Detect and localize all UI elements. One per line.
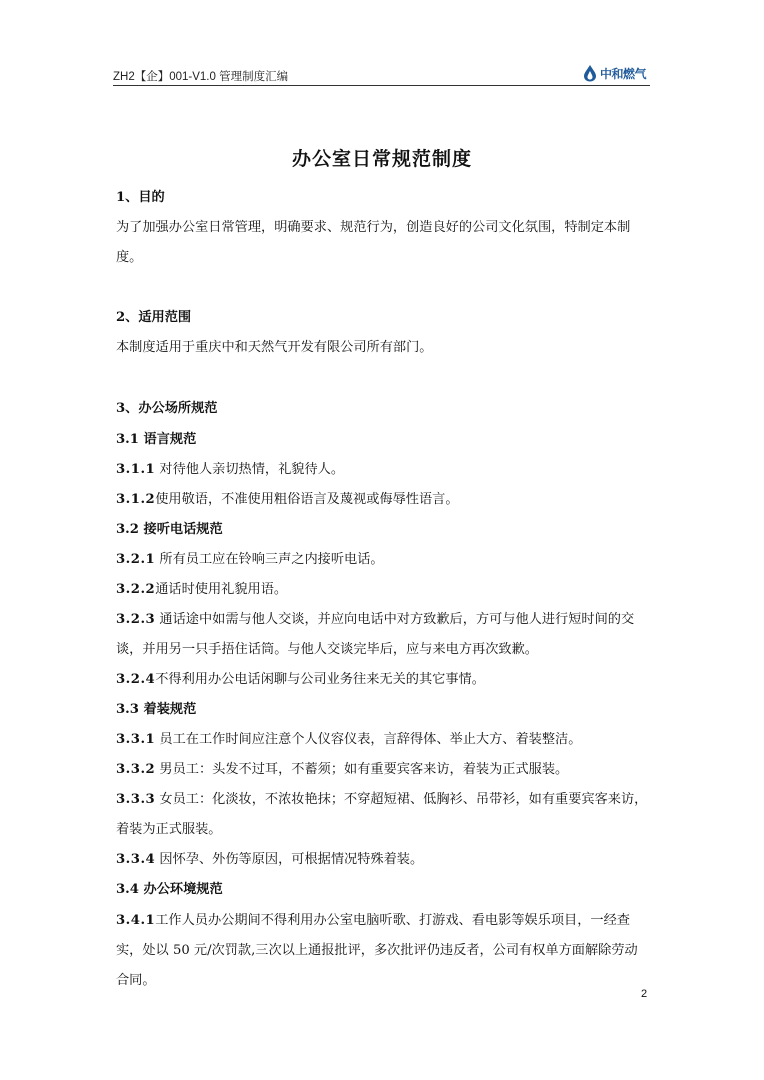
clause-number: 3.3.2: [116, 762, 156, 777]
clause-3-2-1: [116, 548, 384, 567]
clause-number: 3.3.4: [116, 852, 156, 867]
clause-number: 3.2.4: [116, 672, 156, 687]
clause-text: 对待他人亲切热情，礼貌待人。: [155, 462, 345, 477]
section-heading-1: 1、目的: [116, 190, 165, 205]
paragraph-line: 谈，并用另一只手捂住话筒。与他人交谈完毕后，应与来电方再次致歉。: [116, 642, 538, 657]
clause-number: 3.3.3: [116, 792, 156, 807]
clause-3-1-1: [116, 458, 344, 477]
clause-3-4-1: [116, 909, 630, 928]
flame-drop-icon: [583, 64, 597, 82]
clause-text: 不得利用办公电话闲聊与公司业务往来无关的其它事情。: [155, 672, 485, 687]
company-logo: [583, 62, 646, 84]
clause-text: 女员工：化淡妆，不浓妆艳抹；不穿超短裙、低胸衫、吊带衫，如有重要宾客来访，: [155, 792, 648, 807]
subsection-heading-3-3: 3.3 着装规范: [116, 702, 197, 717]
clause-text: 所有员工应在铃响三声之内接听电话。: [155, 552, 384, 567]
subsection-heading-3-2: 3.2 接听电话规范: [116, 522, 223, 537]
page-title: 办公室日常规范制度: [291, 148, 472, 170]
clause-number: 3.1.1: [116, 462, 156, 477]
clause-number: 3.3.1: [116, 732, 156, 747]
clause-number: 3.2.3: [116, 612, 156, 627]
clause-number: 3.2.2: [116, 582, 156, 597]
clause-text: 因怀孕、外伤等原因，可根据情况特殊着装。: [155, 852, 424, 867]
clause-text: 男员工：头发不过耳，不蓄须；如有重要宾客来访，着装为正式服装。: [155, 762, 569, 777]
paragraph-line: 合同。: [116, 973, 156, 988]
clause-3-3-2: [116, 758, 568, 777]
paragraph-line: 本制度适用于重庆中和天然气开发有限公司所有部门。: [116, 340, 433, 355]
clause-text: 工作人员办公期间不得利用办公室电脑听歌、打游戏、看电影等娱乐项目，一经查: [155, 913, 630, 928]
clause-3-2-4: [116, 668, 485, 687]
clause-number: 3.4.1: [116, 913, 156, 928]
clause-3-2-2: [116, 578, 287, 597]
clause-number: 3.2.1: [116, 552, 156, 567]
clause-text: 通话时使用礼貌用语。: [155, 582, 288, 597]
clause-3-3-4: [116, 848, 423, 867]
clause-text: 通话途中如需与他人交谈，并应向电话中对方致歉后，方可与他人进行短时间的交: [155, 612, 635, 627]
header-divider: [113, 85, 650, 86]
clause-3-3-3: [116, 788, 647, 807]
page-header: [113, 62, 650, 86]
clause-number: 3.1.2: [116, 492, 156, 507]
section-heading-2: 2、适用范围: [116, 310, 192, 325]
paragraph-line: 着装为正式服装。: [116, 822, 222, 837]
clause-3-3-1: [116, 728, 581, 747]
paragraph-line: 实，处以 50 元/次罚款,三次以上通报批评，多次批评仍违反者，公司有权单方面解除劳动: [116, 943, 638, 958]
section-heading-3: 3、办公场所规范: [116, 401, 218, 416]
paragraph-line: 为了加强办公室日常管理，明确要求、规范行为，创造良好的公司文化氛围，特制定本制: [116, 220, 631, 235]
clause-text: 使用敬语，不准使用粗俗语言及蔑视或侮辱性语言。: [155, 492, 459, 507]
subsection-heading-3-1: 3.1 语言规范: [116, 432, 197, 447]
logo-text: 中和燃气: [599, 66, 646, 81]
page-number: 2: [641, 988, 648, 1000]
clause-text: 员工在工作时间应注意个人仪容仪表，言辞得体、举止大方、着装整洁。: [155, 732, 582, 747]
paragraph-line: 度。: [116, 250, 143, 265]
clause-3-1-2: [116, 488, 459, 507]
document-code: ZH2【企】001-V1.0 管理制度汇编: [113, 71, 289, 83]
subsection-heading-3-4: 3.4 办公环境规范: [116, 882, 223, 897]
clause-3-2-3: [116, 608, 634, 627]
